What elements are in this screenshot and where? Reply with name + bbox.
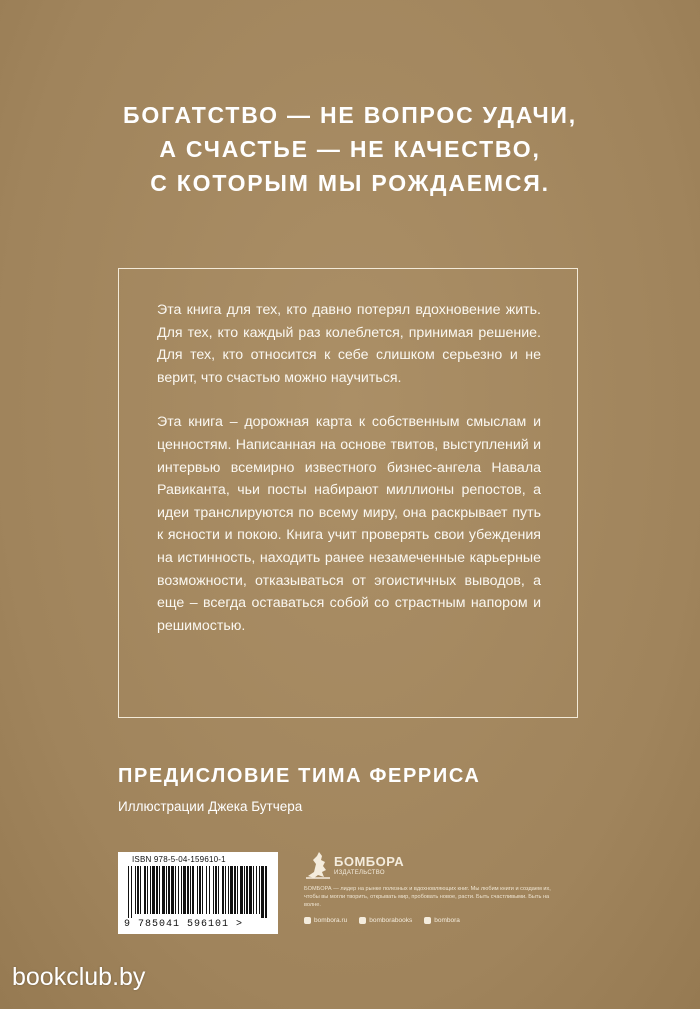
social-vk-label: bomborabooks — [369, 917, 413, 924]
publisher-description: БОМБОРА — лидер на рынке полезных и вдохновляющих книг. Мы любим книги и создаем их, чтобы вы могли творить, открывать мир, пробовать новое, расти. Быть счастливыми. Быть на волне. — [304, 886, 551, 908]
barcode-bar — [168, 866, 170, 914]
barcode-bar — [256, 866, 257, 914]
headline — [60, 98, 640, 200]
social-instagram[interactable] — [424, 917, 460, 924]
description-paragraph-1: Эта книга для тех, кто давно потерял вдохновение жить. Для тех, кто каждый раз колеблется, принимая решение. Для тех, кто относится к себе слишком серьезно и не верит, что счастью можно научиться. — [157, 302, 541, 386]
barcode-bar — [240, 866, 243, 914]
barcode-bar — [213, 866, 214, 914]
publisher-block — [304, 850, 564, 935]
social-instagram-label: bombora — [434, 917, 460, 924]
barcode-bar — [244, 866, 245, 914]
barcode-bar — [190, 866, 191, 914]
barcode-bar — [237, 866, 238, 914]
barcode-bar — [140, 866, 141, 914]
isbn-text: ISBN 978-5-04-159610-1 — [132, 855, 226, 864]
barcode-bars — [128, 866, 268, 918]
description-text — [157, 299, 541, 659]
barcode-bar — [187, 866, 189, 914]
headline-line-1: БОГАТСТВО — НЕ ВОПРОС УДАЧИ, — [123, 102, 577, 128]
website-icon — [304, 917, 311, 924]
social-vk[interactable] — [359, 917, 412, 924]
barcode-bar — [147, 866, 148, 914]
barcode-bar — [265, 866, 267, 918]
publisher-subtitle: ИЗДАТЕЛЬСТВО — [334, 870, 385, 876]
barcode-bar — [128, 866, 129, 918]
barcode-bar — [199, 866, 201, 914]
vk-icon — [359, 917, 366, 924]
barcode-bar — [206, 866, 207, 914]
barcode-label — [118, 852, 278, 934]
barcode-bar — [171, 866, 174, 914]
instagram-icon — [424, 917, 431, 924]
barcode-bar — [159, 866, 160, 914]
barcode-bar — [228, 866, 229, 914]
barcode-bar — [162, 866, 165, 914]
barcode-digits: 9 785041 596101 > — [124, 919, 244, 930]
barcode-bar — [259, 866, 260, 914]
barcode-bar — [181, 866, 182, 914]
barcode-bar — [131, 866, 132, 918]
barcode-bar — [156, 866, 158, 914]
barcode-bar — [192, 866, 194, 914]
publisher-name: БОМБОРА — [334, 854, 405, 869]
bombora-logo-icon — [304, 850, 332, 880]
barcode-bar — [183, 866, 186, 914]
description-paragraph-2: Эта книга – дорожная карта к собственным смыслам и ценностям. Написанная на основе твитов, выступлений и интервью всемирно известного бизнес-ангела Навала Равиканта, чьи посты набирают миллионы репостов, а идеи транслируются по всему миру, она раскрывает путь к ясности и покою. Книга учит проверять свои убеждения на истинность, находить ранее незамеченные карьерные возможности, отказываться от эгоистичных выводов, а еще – всегда оставаться собой со страстным напором и решимостью. — [157, 414, 541, 634]
barcode-bar — [246, 866, 248, 914]
barcode-bar — [261, 866, 264, 918]
headline-line-2: А СЧАСТЬЕ — НЕ КАЧЕСТВО, — [159, 136, 541, 162]
barcode-bar — [209, 866, 210, 914]
barcode-bar — [197, 866, 198, 914]
publisher-social-links — [304, 917, 564, 924]
watermark: bookclub.by — [12, 963, 146, 991]
illustrations-credit: Иллюстрации Джека Бутчера — [118, 799, 303, 814]
headline-line-3: С КОТОРЫМ МЫ РОЖДАЕМСЯ. — [150, 170, 550, 196]
barcode-bar — [253, 866, 254, 914]
social-website[interactable] — [304, 917, 347, 924]
foreword-credit: ПРЕДИСЛОВИЕ ТИМА ФЕРРИСА — [118, 765, 481, 787]
barcode-bar — [225, 866, 226, 914]
barcode-bar — [218, 866, 219, 914]
barcode-bar — [135, 866, 136, 914]
barcode-bar — [202, 866, 203, 914]
barcode-bar — [152, 866, 155, 914]
barcode-bar — [144, 866, 146, 914]
barcode-bar — [137, 866, 139, 914]
social-website-label: bombora.ru — [314, 917, 348, 924]
barcode-bar — [150, 866, 151, 914]
barcode-bar — [178, 866, 179, 914]
barcode-bar — [222, 866, 224, 914]
barcode-bar — [230, 866, 233, 914]
barcode-bar — [215, 866, 217, 914]
barcode-bar — [166, 866, 167, 914]
barcode-bar — [249, 866, 252, 914]
barcode-bar — [234, 866, 236, 914]
barcode-bar — [175, 866, 176, 914]
